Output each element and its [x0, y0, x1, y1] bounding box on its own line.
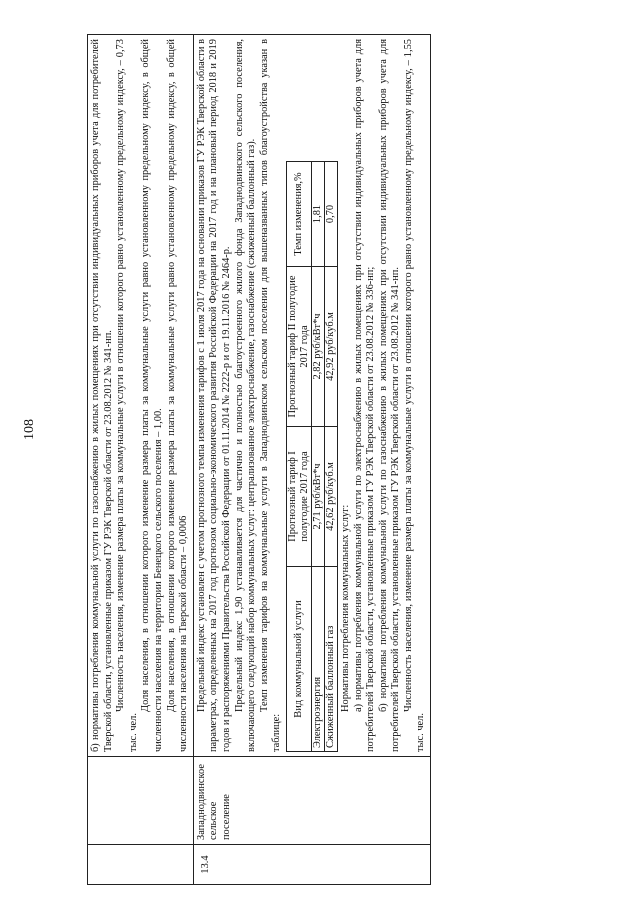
paragraph: Предельный индекс 1,90 устанавливается для частично и полностью благоустроенного жилого фонда Западнодвинского сельского поселения, включающего следующий набор коммунальных услуг: централизованное электроснабжение, газоснабжение (сжиженный баллонный газ). — [233, 39, 258, 752]
row-name-cell — [88, 757, 194, 845]
row-text-cell — [88, 35, 194, 757]
row-number-cell — [88, 845, 194, 885]
paragraph: а) нормативы потребления коммунальной услуги по электроснабжению в жилых помещениях при отсутствии индивидуальных приборов учета для потребителей Тверской области, установленные приказом ГУ РЭК Тверской области от 23.08.2012 № 336-нп; — [352, 39, 377, 752]
paragraph: Численность населения, изменение размера платы за коммунальные услуги в отношении которого равно установленному предельному индексу, – 0,73 тыс. чел. — [115, 39, 139, 752]
paragraph: Доля населения, в отношении которого изменение размера платы за коммунальные услуги равно установленному предельному индексу, в общей численности населения на Тверской области – 0,0006 — [165, 39, 190, 752]
cell: Сжиженный баллонный газ — [324, 567, 337, 752]
header-cell: Прогнозный тариф I полугодие 2017 года — [286, 427, 311, 567]
tariff-table-row — [311, 162, 324, 752]
table-row-previous — [88, 35, 194, 885]
paragraph: Численность населения, изменение размера платы за коммунальные услуги в отношении которого равно установленному предельному индексу, – 1,55 тыс. чел. — [402, 39, 427, 752]
table-row-13-4 — [193, 35, 430, 885]
cell: 1,81 — [311, 162, 324, 267]
paragraph: Предельный индекс установлен с учетом прогнозного темпа изменения тарифов с 1 июля 2017 года на основании приказов ГУ РЭК Тверской области в параметрах, определенных на 2017 год прогнозом социально-экономического развития Российской Федерации на 2017 год и на плановый период 2018 и 2019 годов и распоряжениями Правительства Российской Федерации от 01.11.2014 № 2222-р и от 19.11.2016 № 2464-р. — [195, 39, 232, 752]
paragraph: Доля населения, в отношении которого изменение размера платы за коммунальные услуги равно установленному предельному индексу, в общей численности населения на территории Бенецкого сельского поселения – 1,00. — [140, 39, 164, 752]
header-cell: Вид коммунальной услуги — [286, 567, 311, 752]
row-text-cell — [193, 35, 430, 757]
paragraph: б) нормативы потребления коммунальной услуги по газоснабжению в жилых помещениях при отсутствии индивидуальных приборов учета для потребителей Тверской области, установленные приказом ГУ РЭК Тверской области от 23.08.2012 № 341-нп. — [90, 39, 114, 752]
cell: 42,92 руб/куб.м — [324, 267, 337, 427]
cell: 0,70 — [324, 162, 337, 267]
cell: 2,71 руб/кВт*ч — [311, 427, 324, 567]
header-cell: Прогнозный тариф II полугодие 2017 года — [286, 267, 311, 427]
settlement-name: Западнодвинское сельское поселение — [193, 757, 430, 845]
main-table — [87, 34, 431, 885]
header-cell: Темп изменения,% — [286, 162, 311, 267]
tariff-table-header — [286, 162, 311, 752]
paragraph: Нормативы потребления коммунальных услуг: — [339, 504, 351, 712]
paragraph: б) нормативы потребления коммунальной услуги по газоснабжению в жилых помещениях при отсутствии индивидуальных приборов учета для потребителей Тверской области, установленные приказом ГУ РЭК Тверской области от 23.08.2012 № 341-нп. — [377, 39, 402, 752]
paragraph: Темп изменения тарифов на коммунальные услуги в Западнодвинском сельском поселении для вышеназванных типов благоустройства указан в таблице: — [258, 39, 283, 752]
tariff-table-row — [324, 162, 337, 752]
cell: Электроэнергия — [311, 567, 324, 752]
rotated-page-content — [87, 35, 597, 885]
cell: 42,62 руб/куб.м — [324, 427, 337, 567]
page-number: 108 — [22, 419, 37, 440]
row-number: 13.4 — [193, 845, 430, 885]
tariff-table — [286, 161, 338, 752]
cell: 2,82 руб/кВт*ч — [311, 267, 324, 427]
